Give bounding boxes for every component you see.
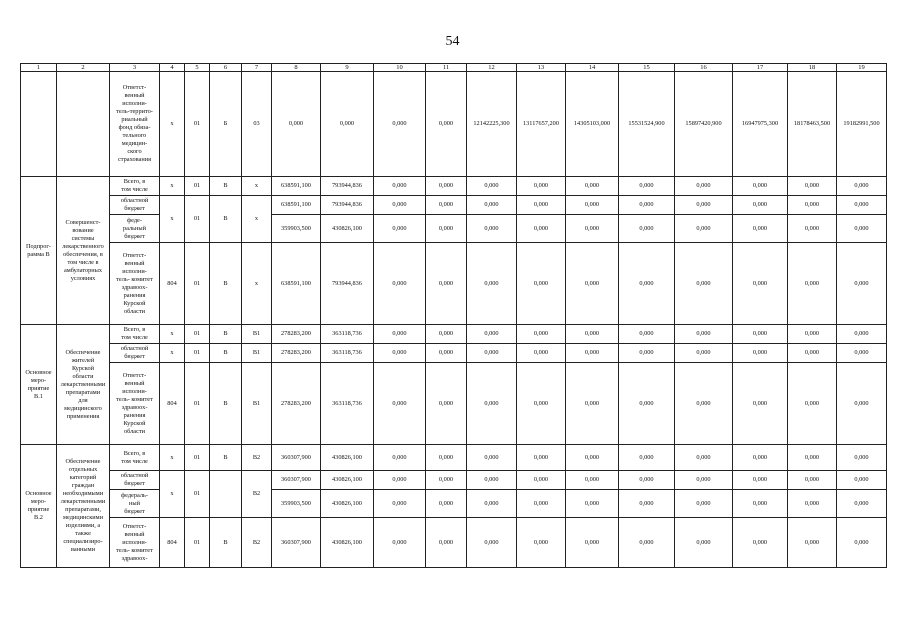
program-title-cell: Обеспечение жителей Курской области лекарственными препаратами для медицинского применения [57, 325, 110, 445]
table-row [21, 177, 887, 196]
program-title-cell: Совершенст- вование системы лекарственного обеспечения, в том числе в амбулаторных условиях [57, 177, 110, 325]
value-cell: 0,000 [426, 344, 467, 363]
table-row [21, 445, 887, 471]
code-cell: 01 [185, 344, 210, 363]
value-cell: 0,000 [619, 363, 675, 445]
value-cell: 793944,836 [321, 196, 374, 215]
value-cell: 430826,100 [321, 215, 374, 243]
code-cell: В [210, 243, 242, 325]
code-cell: х [242, 177, 272, 196]
value-cell: 638591,100 [272, 177, 321, 196]
value-cell: 0,000 [675, 471, 733, 490]
value-cell: 0,000 [675, 344, 733, 363]
value-cell: 12142225,300 [467, 72, 517, 177]
column-header: 16 [675, 64, 733, 72]
code-cell: В [210, 363, 242, 445]
value-cell: 0,000 [788, 490, 837, 518]
value-cell: 0,000 [619, 490, 675, 518]
code-cell: х [160, 177, 185, 196]
code-cell: 01 [185, 445, 210, 471]
value-cell: 430826,100 [321, 518, 374, 568]
empty-cell [21, 72, 57, 177]
value-cell: 0,000 [837, 471, 887, 490]
column-header: 4 [160, 64, 185, 72]
column-header: 15 [619, 64, 675, 72]
budget-table [20, 63, 887, 568]
value-cell: 0,000 [837, 243, 887, 325]
column-header: 12 [467, 64, 517, 72]
value-cell: 0,000 [619, 518, 675, 568]
value-cell: 0,000 [517, 177, 566, 196]
value-cell: 0,000 [837, 518, 887, 568]
table-row [21, 243, 887, 325]
value-cell: 0,000 [733, 177, 788, 196]
value-cell: 0,000 [619, 177, 675, 196]
value-cell: 0,000 [733, 243, 788, 325]
code-cell: 01 [185, 243, 210, 325]
value-cell: 0,000 [566, 445, 619, 471]
funding-source-cell: Ответст- венный исполни- тель- комитет здравоох- ранения Курской области [110, 243, 160, 325]
column-header: 13 [517, 64, 566, 72]
value-cell: 278283,200 [272, 363, 321, 445]
funding-source-cell: областной бюджет [110, 471, 160, 490]
value-cell: 0,000 [733, 215, 788, 243]
table-row [21, 196, 887, 215]
value-cell: 0,000 [788, 363, 837, 445]
empty-cell [210, 471, 242, 518]
funding-source-cell: областной бюджет [110, 196, 160, 215]
value-cell: 0,000 [619, 196, 675, 215]
value-cell: 0,000 [788, 215, 837, 243]
column-header: 3 [110, 64, 160, 72]
table-row [21, 471, 887, 490]
value-cell: 0,000 [374, 325, 426, 344]
value-cell: 0,000 [733, 363, 788, 445]
value-cell: 430826,100 [321, 471, 374, 490]
code-cell: В [210, 344, 242, 363]
value-cell: 0,000 [374, 196, 426, 215]
value-cell: 0,000 [733, 490, 788, 518]
column-header: 17 [733, 64, 788, 72]
value-cell: 0,000 [837, 445, 887, 471]
table-row [21, 344, 887, 363]
value-cell: 19182991,500 [837, 72, 887, 177]
column-header: 10 [374, 64, 426, 72]
program-cell: Подпрог- рамма В [21, 177, 57, 325]
value-cell: 0,000 [374, 363, 426, 445]
funding-source-cell: Всего, в том числе [110, 325, 160, 344]
value-cell: 360307,900 [272, 445, 321, 471]
value-cell: 0,000 [837, 325, 887, 344]
code-cell: х [160, 344, 185, 363]
value-cell: 0,000 [733, 518, 788, 568]
code-cell: В [210, 196, 242, 243]
value-cell: 0,000 [566, 215, 619, 243]
value-cell: 0,000 [426, 445, 467, 471]
value-cell: 278283,200 [272, 325, 321, 344]
value-cell: 0,000 [837, 177, 887, 196]
funding-source-cell: Ответст- венный исполни- тель- комитет здравоох- [110, 518, 160, 568]
column-header: 11 [426, 64, 467, 72]
column-header: 7 [242, 64, 272, 72]
funding-source-cell: Ответст- венный исполни- тель- комитет здравоох- ранения Курской области [110, 363, 160, 445]
value-cell: 15897420,900 [675, 72, 733, 177]
code-cell: В [210, 177, 242, 196]
value-cell: 0,000 [733, 471, 788, 490]
column-header: 18 [788, 64, 837, 72]
program-title-cell: Обеспечение отдельных категорий граждан необходимыми лекарственными препаратами, медицинскими изделиями, а также специализиро- ванными [57, 445, 110, 568]
value-cell: 0,000 [467, 344, 517, 363]
value-cell: 0,000 [837, 215, 887, 243]
value-cell: 0,000 [374, 490, 426, 518]
value-cell: 363118,736 [321, 363, 374, 445]
value-cell: 0,000 [788, 518, 837, 568]
value-cell: 0,000 [467, 243, 517, 325]
value-cell: 0,000 [374, 445, 426, 471]
value-cell: 18178463,500 [788, 72, 837, 177]
code-cell: 01 [185, 471, 210, 518]
value-cell: 0,000 [733, 325, 788, 344]
funding-source-cell: Всего, в том числе [110, 177, 160, 196]
value-cell: 0,000 [426, 196, 467, 215]
value-cell: 0,000 [619, 243, 675, 325]
code-cell: 804 [160, 243, 185, 325]
value-cell: 0,000 [837, 196, 887, 215]
funding-source-cell: федераль- ный бюджет [110, 490, 160, 518]
value-cell: 0,000 [675, 196, 733, 215]
value-cell: 793944,836 [321, 177, 374, 196]
value-cell: 0,000 [426, 177, 467, 196]
value-cell: 13117657,200 [517, 72, 566, 177]
value-cell: 0,000 [837, 363, 887, 445]
column-header: 9 [321, 64, 374, 72]
value-cell: 0,000 [426, 215, 467, 243]
value-cell: 0,000 [675, 490, 733, 518]
table-row [21, 490, 887, 518]
value-cell: 0,000 [619, 445, 675, 471]
value-cell: 0,000 [517, 518, 566, 568]
value-cell: 0,000 [374, 72, 426, 177]
value-cell: 0,000 [619, 471, 675, 490]
table-row [21, 215, 887, 243]
code-cell: В [210, 518, 242, 568]
value-cell: 0,000 [788, 177, 837, 196]
code-cell: 01 [185, 177, 210, 196]
value-cell: 15531524,900 [619, 72, 675, 177]
value-cell: 0,000 [374, 177, 426, 196]
value-cell: 0,000 [374, 471, 426, 490]
value-cell: 0,000 [467, 325, 517, 344]
value-cell: 0,000 [517, 363, 566, 445]
code-cell: х [160, 445, 185, 471]
value-cell: 0,000 [374, 215, 426, 243]
value-cell: 0,000 [788, 445, 837, 471]
value-cell: 0,000 [566, 325, 619, 344]
value-cell: 0,000 [675, 518, 733, 568]
value-cell: 0,000 [619, 344, 675, 363]
value-cell: 0,000 [566, 490, 619, 518]
funding-source-cell: феде- ральный бюджет [110, 215, 160, 243]
value-cell: 0,000 [426, 243, 467, 325]
value-cell: 0,000 [733, 445, 788, 471]
column-header: 5 [185, 64, 210, 72]
value-cell: 363118,736 [321, 325, 374, 344]
value-cell: 430826,100 [321, 445, 374, 471]
code-cell: В [210, 325, 242, 344]
value-cell: 0,000 [374, 243, 426, 325]
value-cell: 360307,900 [272, 518, 321, 568]
value-cell: 0,000 [566, 344, 619, 363]
value-cell: 0,000 [788, 471, 837, 490]
value-cell: 359903,500 [272, 215, 321, 243]
code-cell: х [242, 196, 272, 243]
table-row [21, 363, 887, 445]
code-cell: х [242, 243, 272, 325]
table-row [21, 518, 887, 568]
value-cell: 0,000 [733, 344, 788, 363]
value-cell: 638591,100 [272, 196, 321, 215]
value-cell: 0,000 [675, 215, 733, 243]
code-cell: 03 [242, 72, 272, 177]
value-cell: 0,000 [619, 325, 675, 344]
value-cell: 0,000 [467, 518, 517, 568]
value-cell: 0,000 [517, 471, 566, 490]
value-cell: 0,000 [517, 490, 566, 518]
value-cell: 0,000 [566, 243, 619, 325]
value-cell: 0,000 [467, 445, 517, 471]
code-cell: 01 [185, 325, 210, 344]
code-cell: В1 [242, 363, 272, 445]
program-cell: Основное меро- приятие В.1 [21, 325, 57, 445]
value-cell: 360307,900 [272, 471, 321, 490]
value-cell: 0,000 [675, 177, 733, 196]
value-cell: 0,000 [788, 325, 837, 344]
value-cell: 0,000 [517, 325, 566, 344]
page-number: 54 [445, 34, 460, 49]
column-header-row [21, 64, 887, 72]
value-cell: 0,000 [467, 363, 517, 445]
funding-source-cell: Ответст- венный исполни- тель-террито- риальный фонд обяза- тельного медицин- ского страхования [110, 72, 160, 177]
value-cell: 0,000 [426, 72, 467, 177]
value-cell: 0,000 [733, 196, 788, 215]
value-cell: 0,000 [517, 215, 566, 243]
code-cell: 804 [160, 363, 185, 445]
code-cell: В2 [242, 518, 272, 568]
code-cell: В2 [242, 471, 272, 518]
value-cell: 0,000 [426, 490, 467, 518]
code-cell: В [210, 445, 242, 471]
value-cell: 278283,200 [272, 344, 321, 363]
value-cell: 0,000 [566, 196, 619, 215]
value-cell: 0,000 [517, 243, 566, 325]
value-cell: 0,000 [566, 471, 619, 490]
value-cell: 0,000 [467, 471, 517, 490]
program-cell: Основное меро- приятие В.2 [21, 445, 57, 568]
value-cell: 430826,100 [321, 490, 374, 518]
code-cell: х [160, 196, 185, 243]
value-cell: 638591,100 [272, 243, 321, 325]
table-row [21, 72, 887, 177]
column-header: 2 [57, 64, 110, 72]
table-row [21, 325, 887, 344]
value-cell: 0,000 [837, 490, 887, 518]
value-cell: 0,000 [675, 325, 733, 344]
code-cell: 01 [185, 196, 210, 243]
code-cell: 01 [185, 518, 210, 568]
code-cell: Б [210, 72, 242, 177]
value-cell: 0,000 [837, 344, 887, 363]
column-header: 1 [21, 64, 57, 72]
value-cell: 14305103,000 [566, 72, 619, 177]
column-header: 6 [210, 64, 242, 72]
value-cell: 0,000 [675, 363, 733, 445]
value-cell: 0,000 [517, 344, 566, 363]
value-cell: 0,000 [374, 518, 426, 568]
value-cell: 0,000 [467, 177, 517, 196]
value-cell: 0,000 [467, 215, 517, 243]
value-cell: 0,000 [788, 344, 837, 363]
value-cell: 0,000 [517, 196, 566, 215]
value-cell: 0,000 [272, 72, 321, 177]
value-cell: 0,000 [517, 445, 566, 471]
value-cell: 0,000 [426, 325, 467, 344]
code-cell: х [160, 72, 185, 177]
funding-source-cell: Всего, в том числе [110, 445, 160, 471]
code-cell: 01 [185, 363, 210, 445]
value-cell: 16947975,300 [733, 72, 788, 177]
value-cell: 0,000 [374, 344, 426, 363]
code-cell: В1 [242, 344, 272, 363]
value-cell: 0,000 [566, 177, 619, 196]
value-cell: 0,000 [675, 243, 733, 325]
value-cell: 0,000 [426, 471, 467, 490]
value-cell: 0,000 [566, 518, 619, 568]
column-header: 19 [837, 64, 887, 72]
value-cell: 0,000 [619, 215, 675, 243]
column-header: 8 [272, 64, 321, 72]
code-cell: 01 [185, 72, 210, 177]
value-cell: 363118,736 [321, 344, 374, 363]
code-cell: 804 [160, 518, 185, 568]
column-header: 14 [566, 64, 619, 72]
value-cell: 793944,836 [321, 243, 374, 325]
empty-cell [57, 72, 110, 177]
value-cell: 0,000 [788, 196, 837, 215]
code-cell: В2 [242, 445, 272, 471]
code-cell: х [160, 471, 185, 518]
funding-source-cell: областной бюджет [110, 344, 160, 363]
value-cell: 0,000 [788, 243, 837, 325]
code-cell: х [160, 325, 185, 344]
value-cell: 0,000 [467, 196, 517, 215]
code-cell: В1 [242, 325, 272, 344]
value-cell: 0,000 [675, 445, 733, 471]
value-cell: 0,000 [321, 72, 374, 177]
value-cell: 0,000 [426, 363, 467, 445]
value-cell: 0,000 [467, 490, 517, 518]
value-cell: 359903,500 [272, 490, 321, 518]
value-cell: 0,000 [426, 518, 467, 568]
value-cell: 0,000 [566, 363, 619, 445]
